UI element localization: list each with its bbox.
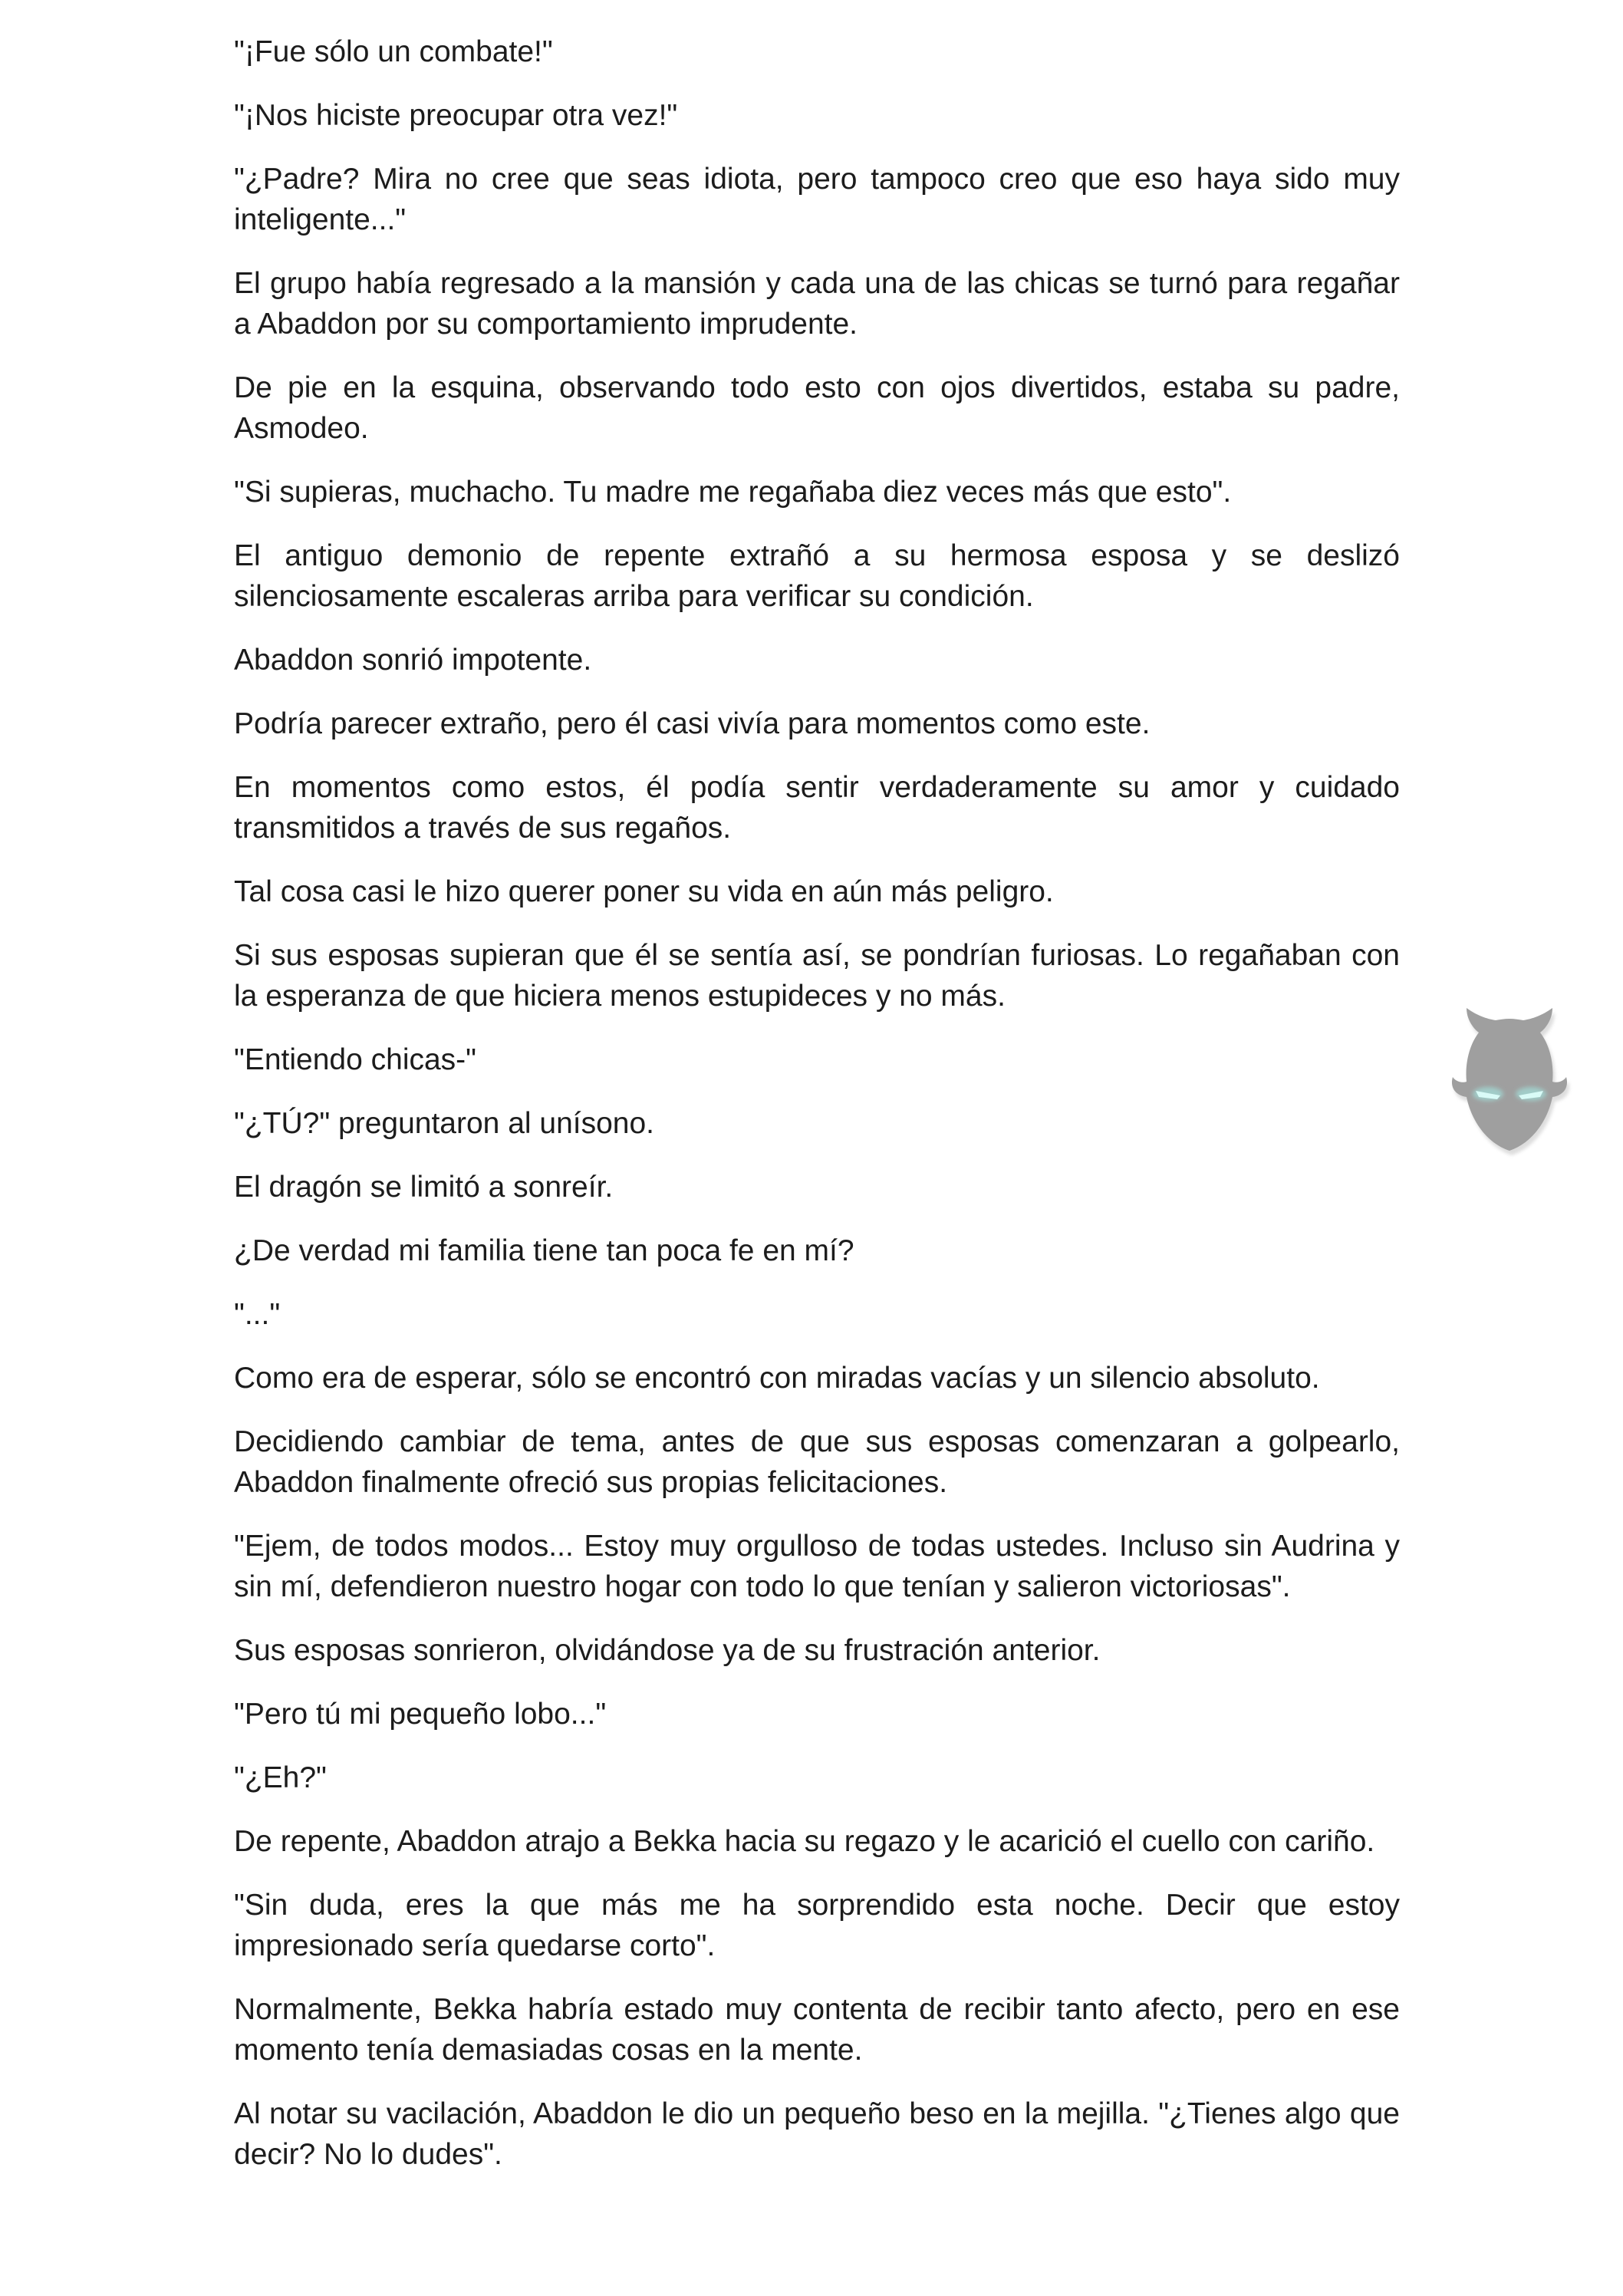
paragraph: Decidiendo cambiar de tema, antes de que sus esposas comenzaran a golpearlo, Abaddon finalmente ofreció sus propias felicitaciones.: [234, 1425, 1400, 1499]
paragraph: "¿Eh?": [234, 1761, 327, 1794]
paragraph: Si sus esposas supieran que él se sentía así, se pondrían furiosas. Lo regañaban con la esperanza de que hiciera menos estupideces y no más.: [234, 939, 1400, 1013]
paragraph: El antiguo demonio de repente extrañó a su hermosa esposa y se deslizó silenciosamente escaleras arriba para verificar su condición.: [234, 539, 1400, 613]
paragraph: El dragón se limitó a sonreír.: [234, 1171, 614, 1204]
paragraph: Abaddon sonrió impotente.: [234, 644, 592, 677]
paragraph: El grupo había regresado a la mansión y cada una de las chicas se turnó para regañar a Abaddon por su comportamiento imprudente.: [234, 267, 1400, 341]
paragraph: "¿TÚ?" preguntaron al unísono.: [234, 1107, 654, 1140]
paragraph: Como era de esperar, sólo se encontró con miradas vacías y un silencio absoluto.: [234, 1362, 1320, 1395]
text-column: [234, 31, 1400, 2175]
paragraph: "Ejem, de todos modos... Estoy muy orgulloso de todas ustedes. Incluso sin Audrina y sin mí, defendieron nuestro hogar con todo lo que tenían y salieron victoriosas".: [234, 1530, 1400, 1603]
paragraph: "Pero tú mi pequeño lobo...": [234, 1698, 607, 1731]
paragraph: "Si supieras, muchacho. Tu madre me regañaba diez veces más que esto".: [234, 476, 1232, 509]
paragraph: "¡Fue sólo un combate!": [234, 35, 553, 68]
paragraph: De repente, Abaddon atrajo a Bekka hacia su regazo y le acarició el cuello con cariño.: [234, 1825, 1375, 1858]
paragraph: Al notar su vacilación, Abaddon le dio un pequeño beso en la mejilla. "¿Tienes algo que decir? No lo dudes".: [234, 2097, 1400, 2171]
watermark: [1433, 997, 1586, 1166]
demon-head-icon: [1433, 997, 1586, 1166]
paragraph: Podría parecer extraño, pero él casi vivía para momentos como este.: [234, 707, 1151, 740]
paragraph: "Sin duda, eres la que más me ha sorprendido esta noche. Decir que estoy impresionado sería quedarse corto".: [234, 1889, 1400, 1962]
paragraph: "¡Nos hiciste preocupar otra vez!": [234, 99, 678, 132]
paragraph: En momentos como estos, él podía sentir verdaderamente su amor y cuidado transmitidos a través de sus regaños.: [234, 771, 1400, 845]
paragraph: "¿Padre? Mira no cree que seas idiota, pero tampoco creo que eso haya sido muy inteligente...": [234, 163, 1400, 236]
paragraph: Sus esposas sonrieron, olvidándose ya de su frustración anterior.: [234, 1634, 1101, 1667]
paragraph: "...": [234, 1298, 281, 1331]
paragraph: ¿De verdad mi familia tiene tan poca fe en mí?: [234, 1234, 854, 1267]
paragraph: Normalmente, Bekka habría estado muy contenta de recibir tanto afecto, pero en ese momento tenía demasiadas cosas en la mente.: [234, 1993, 1400, 2067]
paragraph: "Entiendo chicas-": [234, 1043, 477, 1076]
paragraph: Tal cosa casi le hizo querer poner su vida en aún más peligro.: [234, 875, 1054, 908]
paragraph: De pie en la esquina, observando todo esto con ojos divertidos, estaba su padre, Asmodeo.: [234, 371, 1400, 445]
